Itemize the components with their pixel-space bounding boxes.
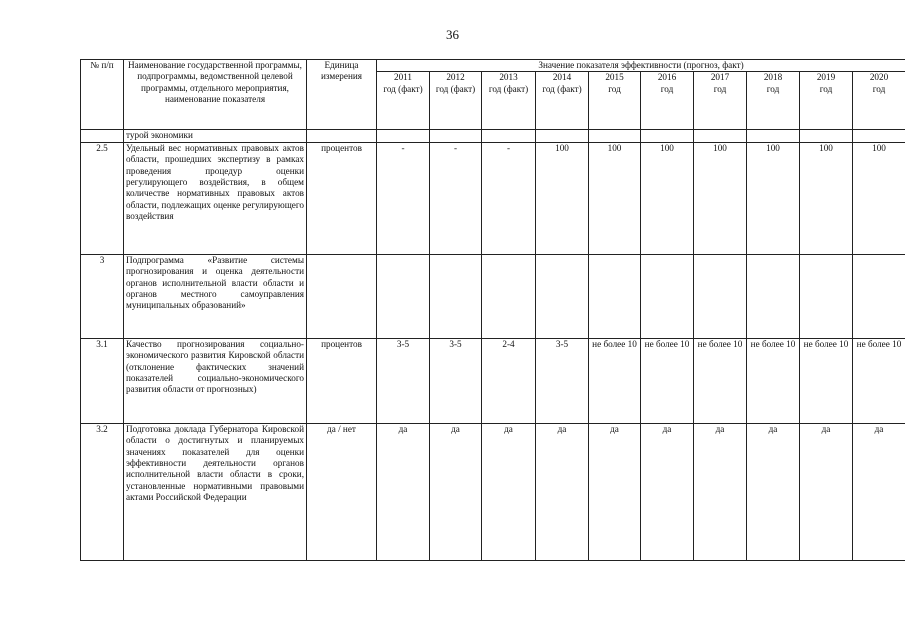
row-value: да xyxy=(482,423,536,560)
year-label: 2019 xyxy=(816,72,836,83)
year-note: год (факт) xyxy=(542,83,582,94)
row-value: 3-5 xyxy=(536,338,589,423)
row-name: Удельный вес нормативных правовых актов области, прошедших экспертизу в рамках проведения процедур оценки регулирующего воздействия, в общем количестве нормативных правовых актов области, подлежащих оценке регулирующего воздействия xyxy=(124,142,307,254)
year-label: 2015 xyxy=(605,72,624,83)
year-note: год (факт) xyxy=(488,83,529,94)
table-row xyxy=(81,142,905,254)
year-header xyxy=(377,72,430,130)
row-value xyxy=(482,254,536,338)
row-value: да xyxy=(747,423,800,560)
table-row xyxy=(81,254,905,338)
row-value: 100 xyxy=(694,142,747,254)
year-header xyxy=(747,72,800,130)
row-value xyxy=(430,254,482,338)
year-label: 2016 xyxy=(657,72,677,83)
year-label: 2014 xyxy=(552,72,572,83)
row-value xyxy=(430,130,482,142)
row-value: не более 10 xyxy=(800,338,853,423)
row-name: Качество прогнозирования социально-экономического развития Кировской области (отклонение фактических значений показателей социально-экономического развития области от прогнозных) xyxy=(124,338,307,423)
row-value: да xyxy=(377,423,430,560)
year-header xyxy=(641,72,694,130)
page-number: 36 xyxy=(446,27,459,42)
row-value: да xyxy=(694,423,747,560)
row-value: 3-5 xyxy=(430,338,482,423)
year-note: год xyxy=(713,83,727,94)
row-value xyxy=(641,130,694,142)
row-value: да xyxy=(430,423,482,560)
performance-indicators-table xyxy=(80,59,905,561)
row-value: да xyxy=(589,423,641,560)
year-header xyxy=(430,72,482,130)
row-value: 100 xyxy=(589,142,641,254)
row-value: да xyxy=(641,423,694,560)
header-name: Наименование государственной программы, подпрограммы, ведомственной целевой программы, отдельного мероприятия, наименование показателя xyxy=(124,60,307,130)
year-header xyxy=(589,72,641,130)
year-header xyxy=(800,72,853,130)
row-unit: да / нет xyxy=(307,423,377,560)
header-values: Значение показателя эффективности (прогноз, факт) xyxy=(377,60,905,72)
year-label: 2017 xyxy=(710,72,730,83)
row-value xyxy=(377,254,430,338)
row-value: 100 xyxy=(800,142,853,254)
row-value xyxy=(853,254,905,338)
year-note: год xyxy=(819,83,833,94)
row-value: не более 10 xyxy=(641,338,694,423)
table-row xyxy=(81,423,905,560)
row-num: 2.5 xyxy=(81,142,124,254)
row-num: 3.1 xyxy=(81,338,124,423)
year-header xyxy=(853,72,905,130)
year-note: год xyxy=(872,83,886,94)
row-value: не более 10 xyxy=(589,338,641,423)
row-unit xyxy=(307,254,377,338)
row-unit: процентов xyxy=(307,338,377,423)
table-header-row xyxy=(81,60,905,72)
row-value xyxy=(800,254,853,338)
row-value xyxy=(694,254,747,338)
row-value: 2-4 xyxy=(482,338,536,423)
row-num: 3 xyxy=(81,254,124,338)
table-row xyxy=(81,130,905,142)
row-unit: процентов xyxy=(307,142,377,254)
year-note: год (факт) xyxy=(383,83,423,94)
row-value: 100 xyxy=(641,142,694,254)
row-value xyxy=(377,130,430,142)
year-header xyxy=(694,72,747,130)
header-num: № п/п xyxy=(81,60,124,130)
year-note: год xyxy=(608,83,621,94)
row-value xyxy=(641,254,694,338)
table-row xyxy=(81,338,905,423)
row-name: Подготовка доклада Губернатора Кировской области о достигнутых и планируемых значениях показателей для оценки эффективности деятельности органов исполнительной власти области в сроки, установленные нормативными правовыми актами Российской Федерации xyxy=(124,423,307,560)
row-value: не более 10 xyxy=(853,338,905,423)
year-note: год xyxy=(766,83,780,94)
row-value: 100 xyxy=(853,142,905,254)
year-label: 2020 xyxy=(869,72,889,83)
year-note: год xyxy=(660,83,674,94)
header-unit: Единица измерения xyxy=(307,60,377,130)
row-num xyxy=(81,130,124,142)
row-name: Подпрограмма «Развитие системы прогнозирования и оценка деятельности органов исполнительной власти области и органов местного самоуправления муниципальных образований» xyxy=(124,254,307,338)
row-value xyxy=(536,254,589,338)
row-value: да xyxy=(800,423,853,560)
row-value: не более 10 xyxy=(694,338,747,423)
row-value: - xyxy=(482,142,536,254)
row-value xyxy=(853,130,905,142)
row-value xyxy=(536,130,589,142)
row-value: 3-5 xyxy=(377,338,430,423)
row-value: - xyxy=(377,142,430,254)
row-value xyxy=(747,254,800,338)
row-num: 3.2 xyxy=(81,423,124,560)
year-label: 2011 xyxy=(393,72,413,83)
row-value: да xyxy=(853,423,905,560)
row-value: не более 10 xyxy=(747,338,800,423)
row-value xyxy=(694,130,747,142)
row-value: 100 xyxy=(536,142,589,254)
year-label: 2018 xyxy=(763,72,783,83)
row-value xyxy=(482,130,536,142)
row-value xyxy=(747,130,800,142)
year-note: год (факт) xyxy=(435,83,476,94)
year-header xyxy=(482,72,536,130)
year-header xyxy=(536,72,589,130)
row-value xyxy=(589,130,641,142)
year-label: 2012 xyxy=(446,72,465,83)
row-value: 100 xyxy=(747,142,800,254)
row-unit xyxy=(307,130,377,142)
row-value xyxy=(589,254,641,338)
row-value xyxy=(800,130,853,142)
year-label: 2013 xyxy=(499,72,518,83)
row-value: да xyxy=(536,423,589,560)
row-name: турой экономики xyxy=(124,130,307,142)
row-value: - xyxy=(430,142,482,254)
